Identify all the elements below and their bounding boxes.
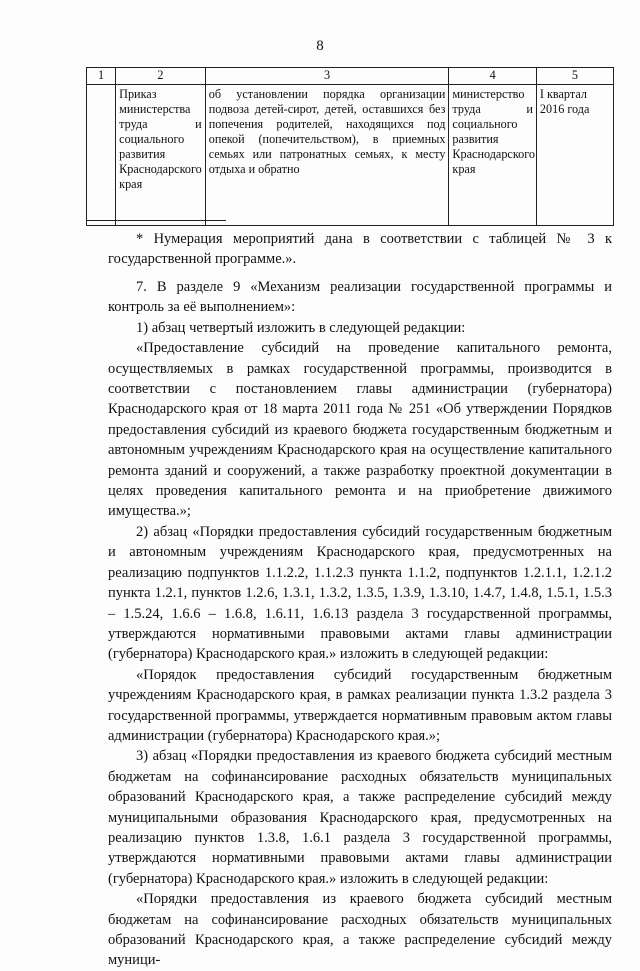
paragraph: «Порядки предоставления из краевого бюджета субсидий местным бюджетам на софинансирование расходных обязательств муниципальных образований Краснодарского края, а также распределение субсидий между муници- (108, 891, 612, 969)
paragraph: 3) абзац «Порядки предоставления из краевого бюджета субсидий местным бюджетам на софинансирование расходных обязательств муниципальных образований Краснодарского края, а также распределение субсидий между муниципальными образования Краснодарского края, предусмотренных на реализацию пунктов 1.3.8, 1.6.1 раздела 3 государственной программы, утверждаются нормативными правовыми актами главы администрации (губернатора) Краснодарского края.» изложить в следующей редакции: (108, 748, 612, 887)
document-body (108, 277, 612, 971)
table-cell-subject: об установлении порядка организации подвоза детей-сирот, детей, оставшихся без попечения родителей, находящихся под опекой (попечительством), в приемных семьях или патронатных семьях, к месту отдыха и обратно (205, 85, 449, 226)
footnote (108, 229, 612, 270)
table-header-row (87, 68, 614, 85)
measures-table (86, 67, 614, 226)
table-cell-number (87, 85, 116, 226)
paragraph: «Порядок предоставления субсидий государственным бюджетным учреждениям Краснодарского края, в рамках реализации пункта 1.3.2 раздела 3 государственной программы, утверждается нормативным правовым актом главы администрации (губернатора) Краснодарского края.»; (108, 666, 612, 744)
table-header-cell: 4 (449, 68, 536, 85)
footnote-text: * Нумерация мероприятий дана в соответствии с таблицей № 3 к государственной программе.». (108, 231, 612, 268)
paragraph: 2) абзац «Порядки предоставления субсидий государственным бюджетным и автономным учреждениям Краснодарского края, предусмотренных на реализацию подпунктов 1.1.2.2, 1.1.2.3 пункта 1.1.2, подпунктов 1.2.1.1, 1.2.1.2 пункта 1.2.1, пунктов 1.2.6, 1.3.1, 1.3.2, 1.3.5, 1.3.9, 1.3.10, 1.4.7, 1.4.8, 1.5.1, 1.5.3 – 1.5.24, 1.6.6 – 1.6.8, 1.6.11, 1.6.13 раздела 3 государственной программы, утверждаются нормативными правовыми актами главы администрации (губернатора) Краснодарского края.» изложить в следующей редакции: (108, 523, 612, 663)
table-row (87, 85, 614, 226)
paragraph: 1) абзац четвертый изложить в следующей редакции: (136, 319, 466, 336)
table-cell-executor: министерство труда и социального развития Краснодарского края (449, 85, 536, 226)
table-header-cell: 1 (87, 68, 116, 85)
table-header-cell: 3 (205, 68, 449, 85)
page-number: 8 (316, 38, 324, 54)
paragraph: 7. В разделе 9 «Механизм реализации государственной программы и контроль за её выполнением»: (108, 279, 612, 316)
table-header-cell: 5 (536, 68, 613, 85)
table-cell-deadline: I квартал 2016 года (536, 85, 613, 226)
table-header-cell: 2 (116, 68, 206, 85)
footnote-separator (86, 220, 226, 221)
paragraph: «Предоставление субсидий на проведение капитального ремонта, осуществляемых в рамках государственной программы, производится в соответствии с постановлением главы администрации (губернатора) Краснодарского края от 18 марта 2011 года № 251 «Об утверждении Порядков предоставления субсидий из краевого бюджета государственным бюджетным и автономным учреждениям Краснодарского края на осуществление капитального ремонта зданий и сооружений, а также разработку проектной документации в целях проведения капитального ремонта и на приобретение движимого имущества.»; (108, 340, 612, 520)
table-cell-document: Приказ министерства труда и социального развития Краснодарского края (116, 85, 206, 226)
